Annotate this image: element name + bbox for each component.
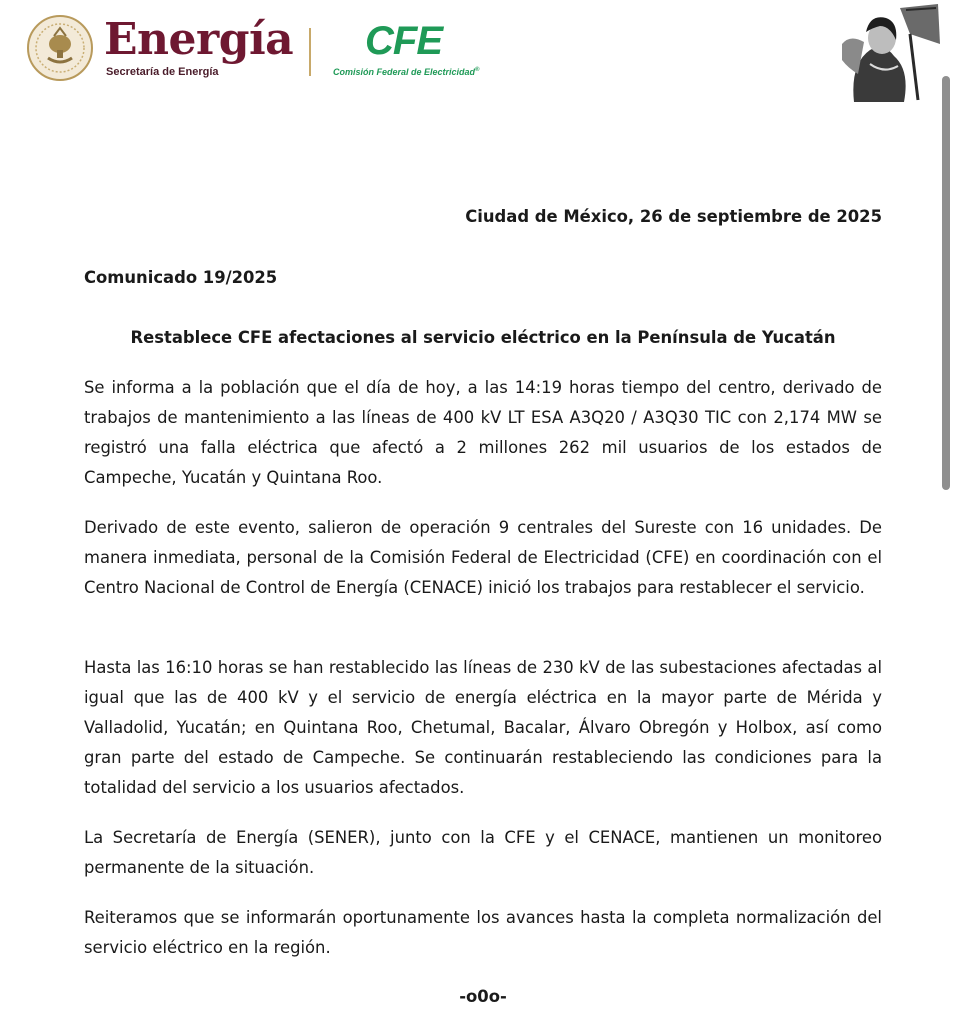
logo-divider (309, 28, 311, 76)
cfe-subtitle-text: Comisión Federal de Electricidad (333, 67, 476, 77)
scrollbar-thumb[interactable] (942, 76, 950, 490)
brand-title: Energía (104, 14, 294, 65)
paragraph: Derivado de este evento, salieron de operación 9 centrales del Sureste con 16 unidades. De manera inmediata, personal de la Comisión Federal de Electricidad (CFE) en coordinación con el Centro Nacional de Control de Energía (CENACE) inició los trabajos para restablecer el servicio. (84, 518, 882, 597)
dateline: Ciudad de México, 26 de septiembre de 2025 (465, 207, 882, 226)
brand-subtitle: Secretaría de Energía (106, 66, 219, 78)
cfe-trademark: ® (475, 67, 480, 73)
paragraph: Se informa a la población que el día de hoy, a las 14:19 horas tiempo del centro, derivado de trabajos de mantenimiento a las líneas de 400 kV LT ESA A3Q20 / A3Q30 TIC con 2,174 MW se registró una falla eléctrica que afectó a 2 millones 262 mil usuarios de los estados de Campeche, Yucatán y Quintana Roo. (84, 378, 882, 487)
heroine-portrait-icon (840, 4, 944, 102)
headline: Restablece CFE afectaciones al servicio eléctrico en la Península de Yucatán (130, 328, 836, 347)
communique-number: Comunicado 19/2025 (84, 268, 278, 287)
cfe-subtitle (333, 67, 479, 77)
paragraph: La Secretaría de Energía (SENER), junto con la CFE y el CENACE, mantienen un monitoreo permanente de la situación. (84, 828, 882, 877)
paragraph: Reiteramos que se informarán oportunamente los avances hasta la completa normalización del servicio eléctrico en la región. (84, 908, 882, 957)
paragraph: Hasta las 16:10 horas se han restablecido las líneas de 230 kV de las subestaciones afectadas al igual que las de 400 kV y el servicio de energía eléctrica en la mayor parte de Mérida y Valladolid, Yucatán; en Quintana Roo, Chetumal, Bacalar, Álvaro Obregón y Holbox, así como gran parte del estado de Campeche. Se continuarán restableciendo las condiciones para la totalidad del servicio a los usuarios afectados. (84, 658, 882, 797)
closing-mark: -o0o- (459, 987, 507, 1006)
cfe-logo: CFE (365, 19, 442, 63)
mexico-coat-of-arms-icon (26, 14, 94, 82)
letterhead (0, 0, 960, 110)
